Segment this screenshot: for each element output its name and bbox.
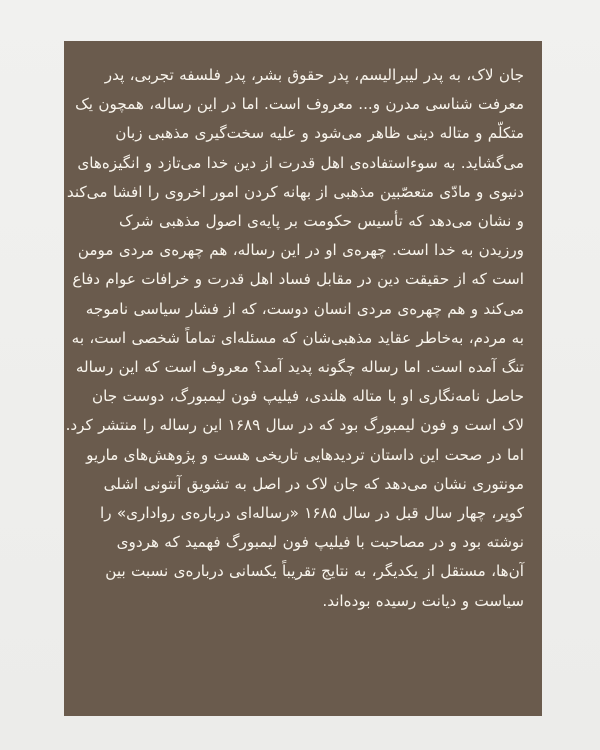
text-line: اما در صحت این داستان تردیدهایی تاریخی هست و پژوهش‌های ماریو (86, 445, 524, 464)
text-line: سیاست و دیانت رسیده بوده‌اند. (322, 591, 524, 610)
text-line: متکلّم و متاله دینی ظاهر می‌شود و علیه سخت‌گیری مذهبی زبان (115, 124, 524, 143)
text-line: است که از حقیقت دین در مقابل فساد اهل قدرت و خرافات عوام دفاع (72, 270, 524, 289)
text-line: حاصل نامه‌نگاری او با متاله هلندی، فیلیپ فون لیمبورگ، دوست جان (92, 387, 524, 406)
text-line: می‌کند و هم چهره‌ی مردی انسان دوست، که از فشار سیاسی ناموجه (85, 299, 524, 318)
text-line: می‌گشاید. به سوءاستفاده‌ی اهل قدرت از دین خدا می‌تازد و انگیزه‌های (77, 153, 524, 172)
text-line: کوپر، چهار سال قبل در سال ۱۶۸۵ «رساله‌ای درباره‌ی رواداری» را (99, 504, 524, 523)
text-line: و نشان می‌دهد که تأسیس حکومت بر پایه‌ی اصول مذهبی شرک (118, 212, 524, 231)
text-line: لاک است و فون لیمبورگ بود که در سال ۱۶۸۹ این رساله را منتشر کرد. (65, 416, 524, 435)
text-line: تنگ آمده است. اما رساله چگونه پدید آمد؟ معروف است که این رساله (75, 358, 524, 377)
text-line: نوشته بود و در مصاحبت با فیلیپ فون لیمبورگ فهمید که هردوی (116, 533, 524, 552)
text-line: آن‌ها، مستقل از یکدیگر، به نتایج تقریباً یکسانی درباره‌ی نسبت بین (105, 562, 524, 581)
body-text (65, 61, 524, 616)
text-line: ورزیدن به خدا است. چهره‌ی او در این رساله، هم چهره‌ی مردی مومن (77, 241, 524, 260)
text-line: دنیوی و مادّی متعصّبین مذهبی از بهانه کردن امور اخروی را افشا می‌کند (66, 182, 524, 201)
text-line: مونتوری نشان می‌دهد که جان لاک در اصل به تشویق آنتونی اشلی (103, 474, 524, 493)
text-line: معرفت شناسی مدرن و... معروف است. اما در این رساله، همچون یک (75, 95, 524, 114)
text-line: به مردم، به‌خاطر عقاید مذهبی‌شان که مسئله‌ای تماماً شخصی است، به (71, 328, 524, 347)
text-panel (64, 41, 542, 716)
text-line: جان لاک، به پدر لیبرالیسم، پدر حقوق بشر، پدر فلسفه تجربی، پدر (104, 66, 524, 84)
